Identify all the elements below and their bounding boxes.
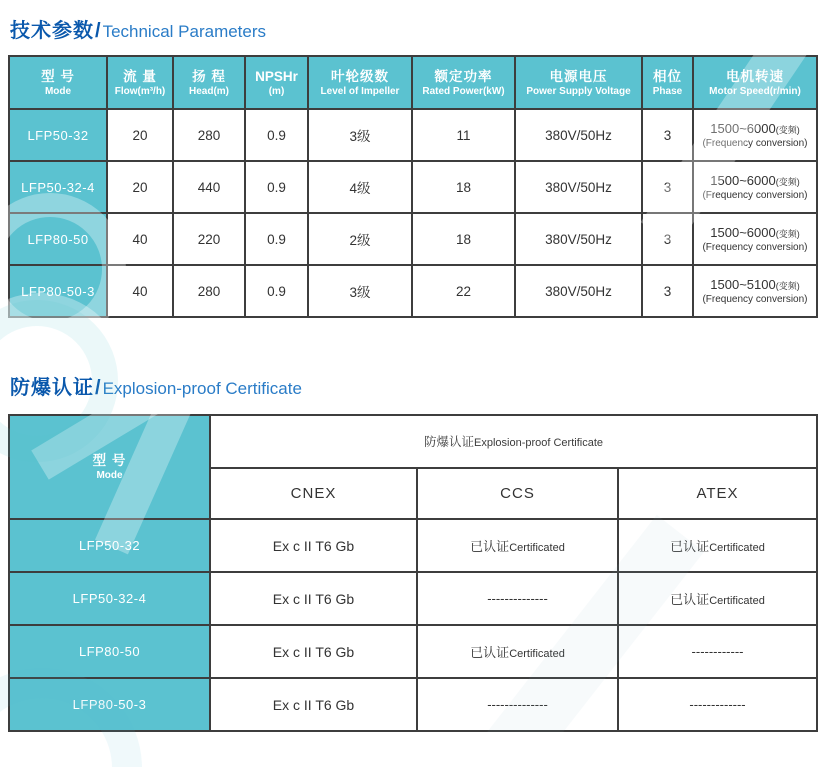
model-cell: LFP50-32: [9, 519, 210, 572]
cert-status-en: Certificated: [509, 541, 565, 554]
cert-status-cn: 已认证: [470, 644, 510, 660]
phase-cell: 3: [642, 265, 693, 317]
header-cn: NPSHr: [255, 68, 298, 84]
header-cn: 电源电压: [549, 68, 608, 84]
power-cell: 11: [412, 109, 515, 161]
flow-cell: 20: [107, 161, 173, 213]
column-header-phase: [642, 56, 693, 109]
header-cn: 叶轮级数: [331, 68, 389, 84]
speed-note-cn: (变频): [775, 124, 800, 135]
title-cn: 技术参数: [10, 20, 94, 42]
speed-range: 1500~5100: [710, 276, 776, 292]
impeller-cell: 2级: [308, 213, 412, 265]
table-row: [9, 572, 817, 625]
cert-status-cn: 已认证: [470, 538, 510, 554]
speed-range: 1500~6000: [710, 172, 776, 188]
header-en: Flow(m³/h): [114, 85, 166, 97]
header-row: [9, 415, 817, 468]
table-row: [9, 678, 817, 731]
power-cell: 18: [412, 161, 515, 213]
phase-cell: 3: [642, 213, 693, 265]
model-cell: LFP50-32-4: [9, 161, 107, 213]
phase-cell: 3: [642, 109, 693, 161]
voltage-cell: 380V/50Hz: [515, 265, 642, 317]
flow-cell: 20: [107, 109, 173, 161]
impeller-cell: 3级: [308, 109, 412, 161]
impeller-cell: 4级: [308, 161, 412, 213]
cert-status-en: Certificated: [509, 647, 565, 660]
table-row: [9, 109, 817, 161]
speed-range: 1500~6000: [710, 224, 776, 240]
explosion-proof-certificate-table: [8, 414, 818, 732]
header-en: Head(m): [188, 85, 229, 97]
motor-speed-cell: [693, 161, 817, 213]
column-header-cnex: CNEX: [210, 468, 417, 519]
head-cell: 220: [173, 213, 245, 265]
model-cell: LFP50-32: [9, 109, 107, 161]
header-en: Power Supply Voltage: [526, 85, 631, 97]
column-header-impeller-level: [308, 56, 412, 109]
atex-cell: [618, 625, 817, 678]
speed-note-cn: (变频): [775, 228, 800, 239]
header-row: [9, 56, 817, 109]
section-title-technical-parameters: [10, 14, 266, 43]
header-en: Mode: [96, 470, 123, 481]
speed-note-cn: (变频): [775, 280, 800, 291]
speed-note-en: (Frequency conversion): [702, 293, 808, 305]
cnex-cell: Ex c II T6 Gb: [210, 678, 417, 731]
voltage-cell: 380V/50Hz: [515, 161, 642, 213]
header-cn: 型 号: [92, 453, 127, 468]
motor-speed-cell: [693, 265, 817, 317]
header-cn: 相位: [653, 68, 682, 84]
column-header-power-supply-voltage: [515, 56, 642, 109]
npshr-cell: 0.9: [245, 161, 308, 213]
table-row: [9, 161, 817, 213]
atex-cell: [618, 572, 817, 625]
voltage-cell: 380V/50Hz: [515, 109, 642, 161]
header-cn: 额定功率: [434, 68, 493, 84]
power-cell: 22: [412, 265, 515, 317]
model-cell: LFP80-50: [9, 213, 107, 265]
ccs-cell: [417, 572, 618, 625]
column-header-motor-speed: [693, 56, 817, 109]
table-row: [9, 625, 817, 678]
column-header-model: [9, 56, 107, 109]
atex-cell: [618, 678, 817, 731]
column-header-model: [9, 415, 210, 519]
head-cell: 440: [173, 161, 245, 213]
column-header-ccs: CCS: [417, 468, 618, 519]
voltage-cell: 380V/50Hz: [515, 213, 642, 265]
header-en: Phase: [652, 85, 683, 97]
cert-status-en: Certificated: [709, 541, 765, 554]
motor-speed-cell: [693, 109, 817, 161]
title-en: Explosion-proof Certificate: [102, 379, 302, 398]
cert-status-cn: --------------: [487, 696, 548, 712]
header-cn: 流 量: [123, 68, 157, 84]
section-title-explosion-proof-certificate: [10, 371, 302, 400]
header-cn: 型 号: [41, 68, 75, 84]
certificate-group-header: [210, 415, 817, 468]
header-en: Motor Speed(r/min): [709, 85, 801, 97]
title-cn: 防爆认证: [10, 377, 94, 399]
speed-note-en: (Frequency conversion): [702, 189, 808, 201]
npshr-cell: 0.9: [245, 213, 308, 265]
table-row: [9, 519, 817, 572]
group-header-cn: 防爆认证: [423, 435, 474, 449]
motor-speed-cell: [693, 213, 817, 265]
head-cell: 280: [173, 265, 245, 317]
speed-range: 1500~6000: [710, 120, 776, 136]
table-row: [9, 265, 817, 317]
power-cell: 18: [412, 213, 515, 265]
model-cell: LFP80-50-3: [9, 678, 210, 731]
cert-status-cn: ------------: [691, 643, 744, 659]
header-en: Mode: [44, 85, 72, 97]
column-header-atex: ATEX: [618, 468, 817, 519]
cnex-cell: Ex c II T6 Gb: [210, 625, 417, 678]
title-slash: /: [95, 20, 101, 42]
phase-cell: 3: [642, 161, 693, 213]
ccs-cell: [417, 519, 618, 572]
speed-note-en: (Frequency conversion): [702, 137, 808, 149]
column-header-npshr: [245, 56, 308, 109]
ccs-cell: [417, 625, 618, 678]
header-cn: 扬 程: [192, 68, 226, 84]
title-slash: /: [95, 377, 101, 399]
npshr-cell: 0.9: [245, 265, 308, 317]
title-en: Technical Parameters: [102, 22, 267, 41]
group-header-en: Explosion-proof Certificate: [474, 437, 604, 449]
speed-note-cn: (变频): [775, 176, 800, 187]
column-header-head: [173, 56, 245, 109]
header-en: Level of Impeller: [320, 85, 400, 97]
npshr-cell: 0.9: [245, 109, 308, 161]
cert-status-cn: -------------: [689, 696, 746, 712]
cert-status-cn: --------------: [487, 590, 548, 606]
cert-status-cn: 已认证: [670, 538, 710, 554]
header-en: Rated Power(kW): [422, 85, 505, 97]
cert-status-en: Certificated: [709, 594, 765, 607]
column-header-rated-power: [412, 56, 515, 109]
impeller-cell: 3级: [308, 265, 412, 317]
cert-status-cn: 已认证: [670, 591, 710, 607]
ccs-cell: [417, 678, 618, 731]
table-row: [9, 213, 817, 265]
model-cell: LFP50-32-4: [9, 572, 210, 625]
header-cn: 电机转速: [726, 68, 784, 84]
column-header-flow: [107, 56, 173, 109]
atex-cell: [618, 519, 817, 572]
technical-parameters-table: [8, 55, 818, 318]
head-cell: 280: [173, 109, 245, 161]
cnex-cell: Ex c II T6 Gb: [210, 519, 417, 572]
flow-cell: 40: [107, 265, 173, 317]
speed-note-en: (Frequency conversion): [702, 241, 808, 253]
model-cell: LFP80-50: [9, 625, 210, 678]
cnex-cell: Ex c II T6 Gb: [210, 572, 417, 625]
flow-cell: 40: [107, 213, 173, 265]
model-cell: LFP80-50-3: [9, 265, 107, 317]
header-en: (m): [268, 85, 285, 97]
